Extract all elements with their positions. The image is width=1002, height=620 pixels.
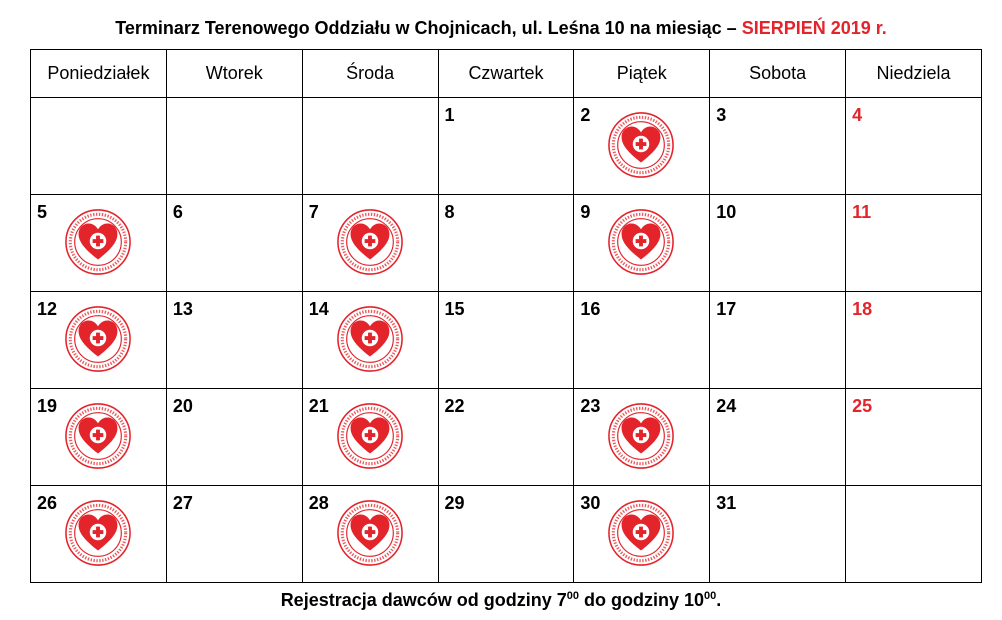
day-number: 24 <box>716 396 737 416</box>
calendar-day-cell <box>166 389 302 486</box>
calendar-day-cell <box>438 389 574 486</box>
day-number: 27 <box>172 493 193 513</box>
blood-donation-stamp-icon <box>64 305 132 373</box>
day-number: 30 <box>580 493 601 513</box>
calendar-day-cell <box>31 486 167 583</box>
day-number: 12 <box>37 299 58 319</box>
calendar-day-cell <box>846 292 982 389</box>
calendar-day-cell <box>846 389 982 486</box>
calendar-day-cell <box>166 98 302 195</box>
day-number: 10 <box>716 202 737 222</box>
day-number: 3 <box>716 105 727 125</box>
calendar-day-cell <box>710 486 846 583</box>
day-number: 15 <box>444 299 465 319</box>
day-number: 5 <box>37 202 48 222</box>
calendar-week-row <box>31 486 982 583</box>
blood-donation-stamp-icon <box>336 402 404 470</box>
sunday-day-number: 11 <box>852 202 872 222</box>
calendar-table <box>30 49 982 583</box>
footer-sup-1: 00 <box>566 590 580 602</box>
calendar-day-cell <box>166 292 302 389</box>
day-number: 16 <box>580 299 601 319</box>
day-number: 14 <box>308 299 329 319</box>
weekday-header-row <box>31 50 982 98</box>
calendar-day-cell <box>302 486 438 583</box>
blood-donation-stamp-icon <box>64 208 132 276</box>
calendar-week-row <box>31 389 982 486</box>
blood-donation-stamp-icon <box>64 499 132 567</box>
day-number: 19 <box>37 396 58 416</box>
calendar-day-cell <box>438 486 574 583</box>
weekday-header: Sobota <box>710 50 846 98</box>
day-number: 20 <box>172 396 193 416</box>
blood-donation-stamp-icon <box>336 499 404 567</box>
calendar-day-cell <box>438 98 574 195</box>
calendar-day-cell <box>438 292 574 389</box>
day-number: 29 <box>444 493 465 513</box>
blood-donation-stamp-icon <box>64 402 132 470</box>
day-number: 23 <box>580 396 601 416</box>
calendar-day-cell <box>31 389 167 486</box>
calendar-week-row <box>31 292 982 389</box>
calendar-day-cell <box>574 292 710 389</box>
day-number: 31 <box>716 493 737 513</box>
footer-text-1: Rejestracja dawców od godziny 7 <box>280 590 567 610</box>
calendar-day-cell <box>302 389 438 486</box>
footer-text-3: . <box>716 590 722 610</box>
calendar-day-cell <box>846 195 982 292</box>
weekday-header: Poniedziałek <box>31 50 167 98</box>
sunday-day-number: 25 <box>852 396 873 416</box>
calendar-day-cell <box>710 389 846 486</box>
calendar-day-cell <box>846 98 982 195</box>
day-number: 28 <box>308 493 329 513</box>
blood-donation-stamp-icon <box>607 208 675 276</box>
blood-donation-stamp-icon <box>607 402 675 470</box>
day-number: 6 <box>172 202 183 222</box>
day-number: 2 <box>580 105 591 125</box>
title-prefix: Terminarz Terenowego Oddziału w Chojnicach, ul. Leśna 10 na miesiąc – <box>115 18 742 38</box>
weekday-header: Wtorek <box>166 50 302 98</box>
calendar-day-cell <box>302 292 438 389</box>
page-title <box>0 18 1002 39</box>
day-number: 26 <box>37 493 58 513</box>
title-month: SIERPIEŃ 2019 r. <box>741 18 887 38</box>
calendar-day-cell <box>710 195 846 292</box>
weekday-header: Piątek <box>574 50 710 98</box>
calendar-day-cell <box>166 195 302 292</box>
calendar-day-cell <box>574 389 710 486</box>
calendar-week-row <box>31 195 982 292</box>
day-number: 8 <box>444 202 455 222</box>
day-number: 17 <box>716 299 737 319</box>
day-number: 9 <box>580 202 591 222</box>
calendar-week-row <box>31 98 982 195</box>
blood-donation-stamp-icon <box>336 305 404 373</box>
calendar-day-cell <box>574 195 710 292</box>
registration-note <box>0 590 1002 611</box>
calendar-day-cell <box>302 195 438 292</box>
calendar-day-cell <box>31 195 167 292</box>
footer-text-2: do godziny 10 <box>579 590 705 610</box>
footer-sup-2: 00 <box>704 590 717 602</box>
blood-donation-stamp-icon <box>607 499 675 567</box>
day-number: 7 <box>308 202 319 222</box>
calendar-day-cell <box>846 486 982 583</box>
blood-donation-stamp-icon <box>336 208 404 276</box>
calendar-day-cell <box>574 486 710 583</box>
calendar-day-cell <box>710 98 846 195</box>
calendar-day-cell <box>710 292 846 389</box>
weekday-header: Niedziela <box>846 50 982 98</box>
day-number: 21 <box>308 396 329 416</box>
calendar-day-cell <box>166 486 302 583</box>
day-number: 22 <box>444 396 465 416</box>
calendar-day-cell <box>438 195 574 292</box>
sunday-day-number: 4 <box>852 105 863 125</box>
calendar-day-cell <box>31 292 167 389</box>
calendar-day-cell <box>31 98 167 195</box>
calendar-day-cell <box>302 98 438 195</box>
weekday-header: Środa <box>302 50 438 98</box>
sunday-day-number: 18 <box>852 299 873 319</box>
weekday-header: Czwartek <box>438 50 574 98</box>
day-number: 13 <box>172 299 193 319</box>
calendar-day-cell <box>574 98 710 195</box>
blood-donation-stamp-icon <box>607 111 675 179</box>
day-number: 1 <box>444 105 455 125</box>
